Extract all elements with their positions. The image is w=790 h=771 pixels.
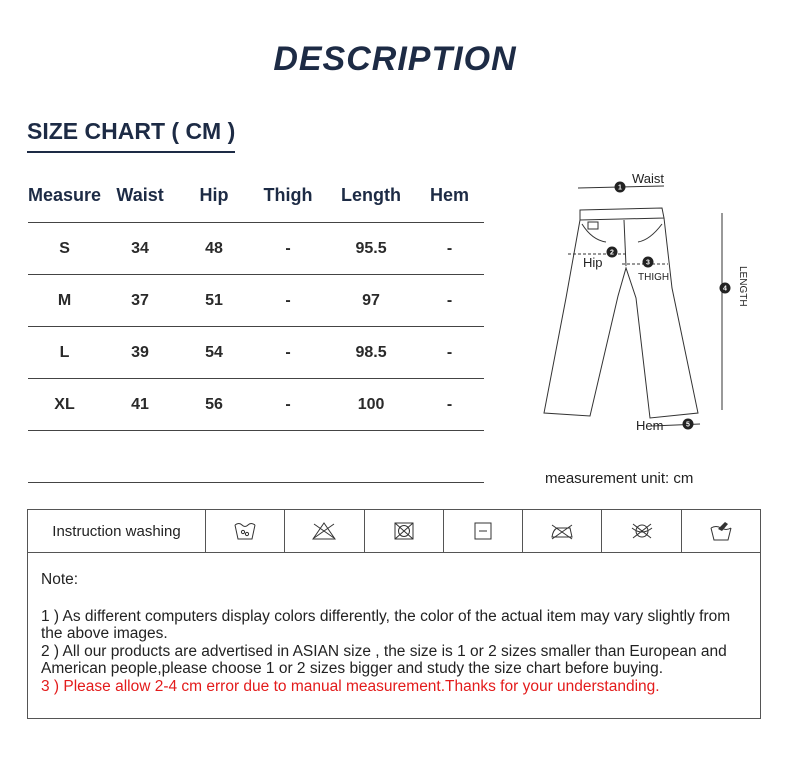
waist-label: Waist <box>632 171 665 186</box>
pocket-line <box>582 224 606 242</box>
table-cell: 97 <box>327 275 415 327</box>
table-cell: 100 <box>327 379 415 431</box>
table-header-row <box>28 168 484 223</box>
table-cell: 37 <box>101 275 179 327</box>
washing-instructions <box>27 509 761 553</box>
table-cell: 51 <box>179 275 249 327</box>
notes-panel <box>27 552 761 719</box>
do-not-iron-icon <box>523 510 602 552</box>
table-cell: 95.5 <box>327 223 415 275</box>
column-header: Thigh <box>249 168 327 223</box>
do-not-bleach-icon <box>285 510 364 552</box>
notes-title: Note: <box>41 571 79 588</box>
table-cell: L <box>28 327 101 379</box>
table-cell: M <box>28 275 101 327</box>
table-cell: - <box>249 379 327 431</box>
marker-2-label: 2 <box>610 249 614 257</box>
table-cell: - <box>249 223 327 275</box>
table-cell: - <box>415 379 484 431</box>
marker-1-label: 1 <box>618 184 622 192</box>
note-warning: 3 ) Please allow 2-4 cm error due to manual measurement.Thanks for your understanding. <box>41 677 660 695</box>
do-not-tumble-dry-icon <box>365 510 444 552</box>
column-header: Hem <box>415 168 484 223</box>
length-label: LENGTH <box>737 266 748 307</box>
column-header: Hip <box>179 168 249 223</box>
size-chart-heading: SIZE CHART ( CM ) <box>27 118 235 153</box>
table-row <box>28 223 484 275</box>
table-cell: 34 <box>101 223 179 275</box>
table-row <box>28 379 484 431</box>
measurement-unit: measurement unit: cm <box>545 470 694 487</box>
marker-5-label: 5 <box>686 421 690 429</box>
table-cell: - <box>415 223 484 275</box>
table-cell: S <box>28 223 101 275</box>
waistband-shape <box>580 208 664 220</box>
table-cell: 98.5 <box>327 327 415 379</box>
note-line: 1 ) As different computers display colors differently, the color of the actual item may vary slightly from the above images. <box>41 607 731 642</box>
note-line: 2 ) All our products are advertised in ASIAN size , the size is 1 or 2 sizes smaller than European and American people,please choose 1 or 2 sizes bigger and study the size chart before buying. <box>41 642 727 677</box>
table-row <box>28 327 484 379</box>
do-not-dry-clean-icon <box>602 510 681 552</box>
column-header: Length <box>327 168 415 223</box>
table-cell: - <box>415 275 484 327</box>
table-cell: XL <box>28 379 101 431</box>
marker-4-label: 4 <box>723 285 727 293</box>
marker-3-label: 3 <box>646 259 650 267</box>
size-table <box>28 168 484 431</box>
table-cell: 39 <box>101 327 179 379</box>
column-header: Waist <box>101 168 179 223</box>
table-row <box>28 275 484 327</box>
coin-pocket <box>588 222 598 229</box>
table-cell: - <box>249 275 327 327</box>
table-cell: - <box>249 327 327 379</box>
table-cell: 41 <box>101 379 179 431</box>
hem-label: Hem <box>636 418 664 433</box>
table-cell: 56 <box>179 379 249 431</box>
column-header: Measure <box>28 168 101 223</box>
hand-wash-icon <box>206 510 285 552</box>
divider <box>28 482 484 483</box>
table-cell: 48 <box>179 223 249 275</box>
pocket-line <box>638 224 662 242</box>
thigh-label: THIGH <box>638 272 670 283</box>
hip-label: Hip <box>583 255 603 270</box>
table-cell: 54 <box>179 327 249 379</box>
hand-wash-only-icon <box>682 510 760 552</box>
pants-outline <box>544 218 698 418</box>
page-title: DESCRIPTION <box>273 40 517 78</box>
table-cell: - <box>415 327 484 379</box>
pants-diagram <box>530 168 770 438</box>
washing-label: Instruction washing <box>28 510 206 552</box>
fly-line <box>624 220 626 266</box>
dry-flat-icon <box>444 510 523 552</box>
